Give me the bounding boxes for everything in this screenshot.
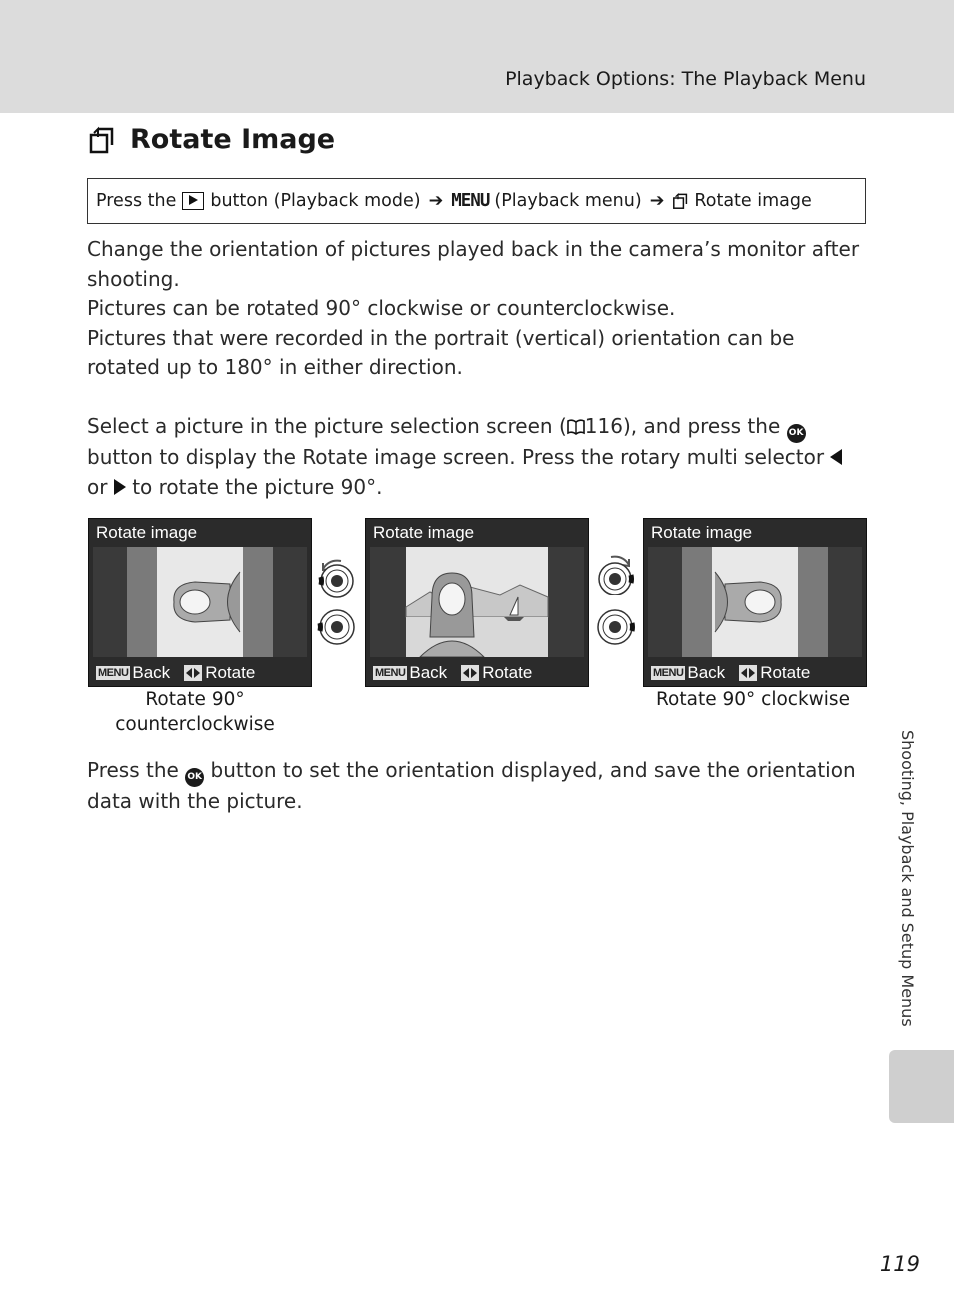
photo-portrait-icon (648, 547, 862, 657)
photo-preview (370, 547, 584, 657)
rotate-label: Rotate (482, 663, 533, 682)
ok-button-icon: OK (787, 424, 806, 443)
menu-badge: MENU (98, 667, 129, 679)
book-reference-icon (567, 419, 585, 435)
left-right-icon (461, 665, 479, 681)
instruction-text-b: button to display the Rotate image screen. Press the rotary multi selector (87, 445, 825, 469)
multi-selector-right-icon (595, 555, 635, 595)
arrow-right-icon: ➔ (428, 191, 444, 211)
sidebar-section-label: Shooting, Playback and Setup Menus (898, 730, 917, 1027)
photo-landscape-icon (370, 547, 584, 657)
intro-paragraph (87, 235, 867, 383)
caption-counterclockwise (95, 687, 295, 737)
nav-playback-menu: (Playback menu) (494, 191, 642, 211)
closing-paragraph (87, 756, 867, 817)
instruction-paragraph (87, 412, 867, 502)
camera-screen-counterclockwise (88, 518, 312, 687)
section-header: Playback Options: The Playback Menu (505, 68, 866, 90)
camera-screen-clockwise (643, 518, 867, 687)
closing-text-b: button to set the orientation displayed, and save the orientation data with the picture. (87, 758, 856, 813)
multi-selector-left-icon (317, 559, 357, 599)
intro-line-1: Change the orientation of pictures played back in the camera’s monitor after shooting. (87, 237, 860, 291)
ok-button-icon: OK (185, 768, 204, 787)
screen-title: Rotate image (651, 523, 753, 542)
instruction-page-ref: 116), and press the (584, 414, 781, 438)
rotate-label: Rotate (205, 663, 256, 682)
screen-footer (651, 663, 810, 683)
camera-screen-original (365, 518, 589, 687)
caption-clockwise: Rotate 90° clockwise (656, 689, 850, 710)
intro-line-3: Pictures that were recorded in the portrait (vertical) orientation can be rotated up to 180° in either direction. (87, 325, 795, 379)
left-right-icon (184, 665, 202, 681)
nav-press-the: Press the (96, 191, 177, 211)
nav-button-mode: button (Playback mode) (210, 191, 421, 211)
rotate-icon (88, 125, 118, 155)
right-arrow-icon (114, 479, 126, 495)
playback-button-icon (182, 192, 204, 210)
page-title (88, 124, 335, 155)
nav-menu-word: MENU (451, 191, 490, 211)
menu-badge: MENU (375, 667, 406, 679)
screen-title: Rotate image (96, 523, 198, 542)
page-number: 119 (879, 1252, 920, 1276)
header-band (0, 0, 954, 113)
instruction-or: or (87, 474, 108, 499)
intro-line-2: Pictures can be rotated 90° clockwise or counterclockwise. (87, 296, 676, 320)
instruction-text-c: to rotate the picture 90°. (132, 474, 383, 499)
caption-line-1: Rotate 90° (145, 689, 245, 710)
title-text: Rotate Image (130, 124, 336, 155)
screen-title: Rotate image (373, 523, 475, 542)
instruction-text-a: Select a picture in the picture selection screen ( (87, 414, 567, 438)
left-right-icon (739, 665, 757, 681)
nav-rotate-label: Rotate image (694, 191, 812, 211)
multi-selector-ok-icon (595, 607, 635, 647)
rotate-label: Rotate (760, 663, 811, 682)
rotate-icon (672, 192, 690, 210)
photo-preview (648, 547, 862, 657)
back-label: Back (409, 663, 448, 682)
screen-footer (373, 663, 532, 683)
arrow-right-icon: ➔ (649, 191, 665, 211)
photo-preview (93, 547, 307, 657)
sidebar-tab (889, 1050, 954, 1123)
screen-footer (96, 663, 255, 683)
caption-line-2: counterclockwise (115, 714, 275, 735)
left-arrow-icon (830, 449, 842, 465)
closing-text-a: Press the (87, 758, 179, 782)
back-label: Back (132, 663, 171, 682)
multi-selector-ok-icon (317, 607, 357, 647)
menu-badge: MENU (653, 667, 684, 679)
photo-portrait-icon (93, 547, 307, 657)
navigation-path-box (87, 178, 866, 224)
back-label: Back (687, 663, 726, 682)
